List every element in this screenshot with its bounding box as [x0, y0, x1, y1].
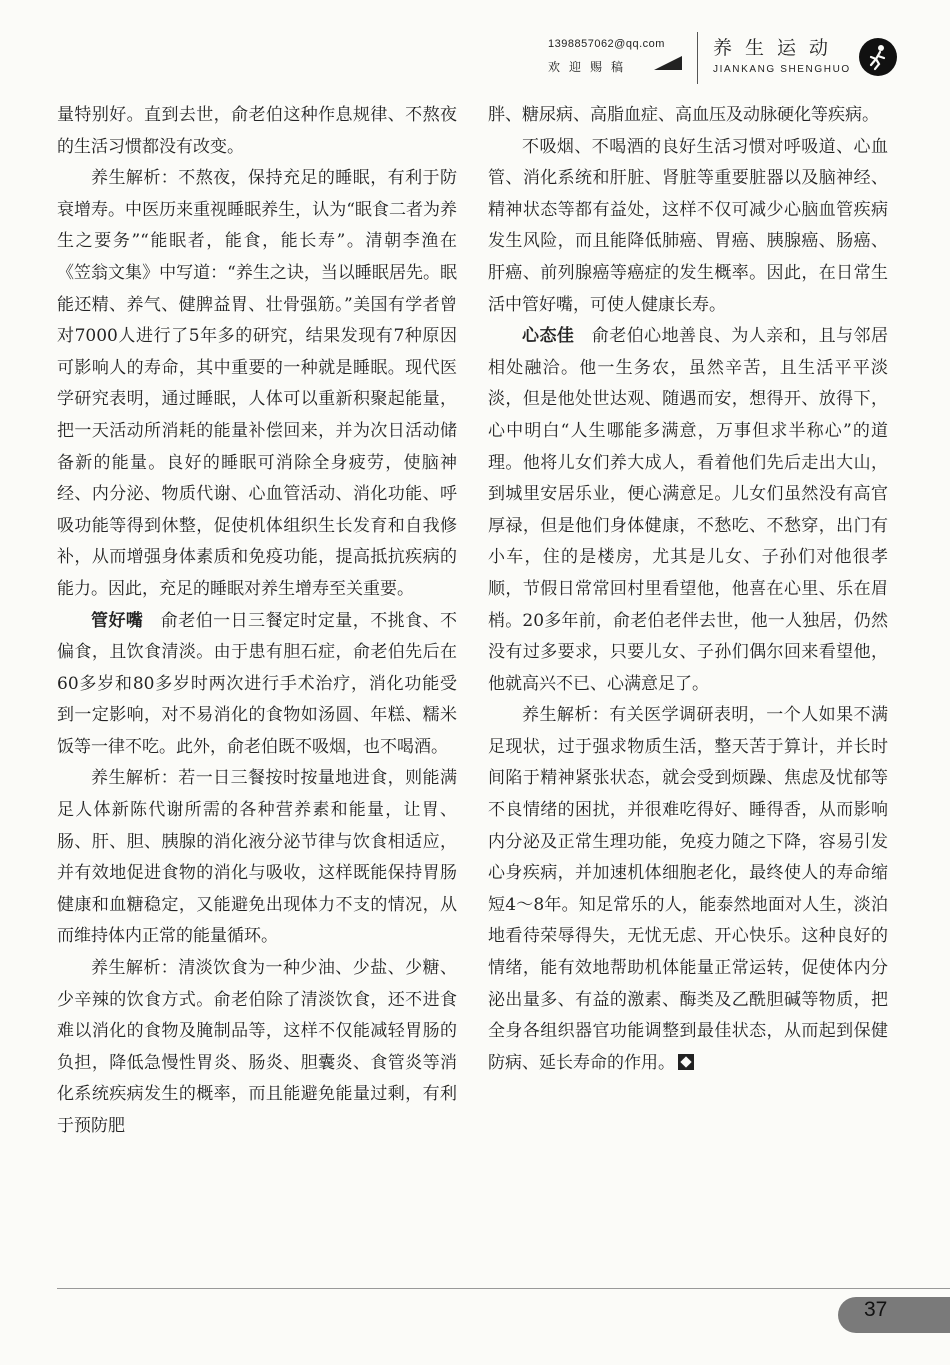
welcome-text: 欢迎赐稿 [548, 60, 633, 74]
paragraph: 养生解析：清淡饮食为一种少油、少盐、少糖、少辛辣的饮食方式。俞老伯除了清淡饮食，还不进食难以消化的食物及腌制品等，这样不仅能减轻胃肠的负担，降低急慢性胃炎、肠炎、胆囊炎、食管炎等消化系统疾病发生的概率，而且能避免能量过剩，有利于预防肥 [57, 958, 457, 1136]
subheading: 心态佳 [522, 326, 575, 347]
footer-divider [57, 1288, 950, 1289]
end-mark-icon [678, 1054, 694, 1070]
section-subtitle-en: JIANKANG SHENGHUO [713, 64, 851, 75]
page-number: 37 [864, 1298, 888, 1321]
subheading: 管好嘴 [91, 610, 144, 631]
header-divider [697, 32, 698, 84]
paragraph: 养生解析：不熬夜，保持充足的睡眠，有利于防衰增寿。中医历来重视睡眠养生，认为“眠食二者为养生之要务”“能眠者，能食，能长寿”。清朝李渔在《笠翁文集》中写道：“养生之诀，当以睡眠居先。眠能还精、养气、健脾益胃、壮骨强筋。”美国有学者曾对7000人进行了5年多的研究，结果发现有7种原因可影响人的寿命，其中重要的一种就是睡眠。现代医学研究表明，通过睡眠，人体可以重新积聚起能量，把一天活动所消耗的能量补偿回来，并为次日活动储备新的能量。良好的睡眠可消除全身疲劳，使脑神经、内分泌、物质代谢、心血管活动、消化功能、呼吸功能等得到休整，促使机体组织生长发育和自我修补，从而增强身体素质和免疫功能，提高抵抗疾病的能力。因此，充足的睡眠对养生增寿至关重要。 [57, 168, 457, 599]
paragraph: 不吸烟、不喝酒的良好生活习惯对呼吸道、心血管、消化系统和肝脏、肾脏等重要脏器以及脑神经、精神状态等都有益处，这样不仅可减少心脑血管疾病发生风险，而且能降低肺癌、胃癌、胰腺癌、肠癌、肝癌、前列腺癌等癌症的发生概率。因此，在日常生活中管好嘴，可使人健康长寿。 [488, 136, 888, 315]
paragraph [488, 700, 888, 1079]
page-header [0, 0, 950, 95]
paragraph: 量特别好。直到去世，俞老伯这种作息规律、不熬夜的生活习惯都没有改变。 [57, 105, 457, 157]
paragraph-text: 俞老伯一日三餐定时定量，不挑食、不偏食，且饮食清淡。由于患有胆石症，俞老伯先后在60多岁和80多岁时两次进行手术治疗，消化功能受到一定影响，对不易消化的食物如汤圆、年糕、糯米饭等一律不吃。此外，俞老伯既不吸烟，也不喝酒。 [57, 610, 458, 757]
paragraph [57, 606, 457, 764]
paragraph: 养生解析：若一日三餐按时按量地进食，则能满足人体新陈代谢所需的各种营养素和能量，让胃、肠、肝、胆、胰腺的消化液分泌节律与饮食相适应，并有效地促进食物的消化与吸收，这样既能保持胃肠健康和血糖稳定，又能避免出现体力不支的情况，从而维持体内正常的能量循环。 [57, 768, 457, 947]
section-title: 养生运动 [713, 37, 842, 59]
page-number-tab [838, 1297, 950, 1333]
running-figure-icon [859, 38, 897, 76]
paragraph-text: 俞老伯心地善良、为人亲和，且与邻居相处融洽。他一生务农，虽然辛苦，且生活平平淡淡，但是他处世达观、随遇而安，想得开、放得下，心中明白“人生哪能多满意，万事但求半称心”的道理。他将儿女们养大成人，看着他们先后走出大山，到城里安居乐业，便心满意足。儿女们虽然没有高官厚禄，但是他们身体健康，不愁吃、不愁穿，出门有小车，住的是楼房，尤其是儿女、子孙们对他很孝顺，节假日常常回村里看望他，他喜在心里、乐在眉梢。20多年前，俞老伯老伴去世，他一人独居，仍然没有过多要求，只要儿女、子孙们偶尔回来看望他，他就高兴不已、心满意足了。 [488, 326, 889, 694]
arrow-triangle-icon [654, 56, 682, 70]
right-column [488, 100, 888, 1079]
left-column [57, 100, 457, 1143]
contact-email: 1398857062@qq.com [548, 38, 665, 50]
paragraph: 胖、糖尿病、高脂血症、高血压及动脉硬化等疾病。 [488, 105, 879, 125]
paragraph [488, 321, 888, 700]
paragraph-text: 养生解析：有关医学调研表明，一个人如果不满足现状，过于强求物质生活，整天苦于算计，并长时间陷于精神紧张状态，就会受到烦躁、焦虑及忧郁等不良情绪的困扰，并很难吃得好、睡得香，从而影响内分泌及正常生理功能，免疫力随之下降，容易引发心身疾病，并加速机体细胞老化，最终使人的寿命缩短4～8年。知足常乐的人，能泰然地面对人生，淡泊地看待荣辱得失，无忧无虑、开心快乐。这种良好的情绪，能有效地帮助机体能量正常运转，促使体内分泌出量多、有益的激素、酶类及乙酰胆碱等物质，把全身各组织器官功能调整到最佳状态，从而起到保健防病、延长寿命的作用。 [488, 705, 888, 1073]
